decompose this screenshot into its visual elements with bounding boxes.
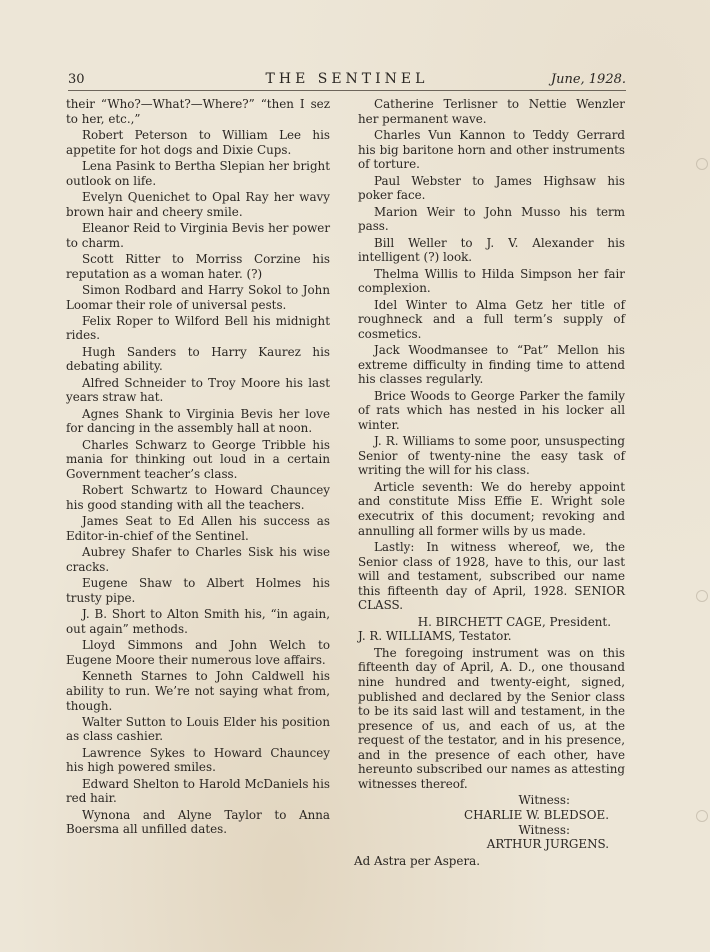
page-edge-mark xyxy=(696,590,708,602)
paragraph: their “Who?—What?—Where?” “then I sez to her, etc.,” xyxy=(66,97,330,126)
paragraph: Walter Sutton to Louis Elder his position as class cashier. xyxy=(66,714,330,744)
paragraph: Lena Pasink to Bertha Slepian her bright outlook on life. xyxy=(66,158,330,188)
paragraph: Robert Peterson to William Lee his appetite for hot dogs and Dixie Cups. xyxy=(66,127,330,157)
left-column xyxy=(66,97,330,839)
paragraph: Marion Weir to John Musso his term pass. xyxy=(358,204,625,234)
paragraph: Aubrey Shafer to Charles Sisk his wise cracks. xyxy=(66,545,330,574)
testator-signature: J. R. WILLIAMS, Testator. xyxy=(358,629,512,644)
paragraph: Jack Woodmansee to “Pat” Mellon his extreme difficulty in finding time to attend his classes regularly. xyxy=(358,343,625,387)
paragraph: Hugh Sanders to Harry Kaurez his debating ability. xyxy=(66,344,330,374)
witness-label: Witness: xyxy=(518,793,570,808)
paragraph: Idel Winter to Alma Getz her title of roughneck and a full term’s supply of cosmetics. xyxy=(358,297,625,341)
paragraph: Thelma Willis to Hilda Simpson her fair complexion. xyxy=(358,266,625,296)
paragraph: Wynona and Alyne Taylor to Anna Boersma all unfilled dates. xyxy=(66,807,330,837)
paragraph: Bill Weller to J. V. Alexander his intelligent (?) look. xyxy=(358,235,625,265)
witness-name: CHARLIE W. BLEDSOE. xyxy=(464,808,609,823)
paragraph: Article seventh: We do hereby appoint and constitute Miss Effie E. Wright sole executrix of this document; revoking and annulling all former wills by us made. xyxy=(358,479,625,538)
paragraph: J. R. Williams to some poor, unsuspecting Senior of twenty-nine the easy task of writing the will for his class. xyxy=(358,434,625,478)
paragraph: Paul Webster to James Highsaw his poker face. xyxy=(358,173,625,203)
paragraph: Brice Woods to George Parker the family of rats which has nested in his locker all winter. xyxy=(358,388,625,432)
paragraph: Alfred Schneider to Troy Moore his last years straw hat. xyxy=(66,375,330,405)
publication-title: THE SENTINEL xyxy=(265,71,429,87)
page-header xyxy=(68,70,626,91)
paragraph: Lawrence Sykes to Howard Chauncey his high powered smiles. xyxy=(66,745,330,775)
paragraph: Lloyd Simmons and John Welch to Eugene Moore their numerous love affairs. xyxy=(66,638,330,667)
paragraph: Kenneth Starnes to John Caldwell his ability to run. We’re not saying what from, though. xyxy=(66,669,330,713)
page-edge-mark xyxy=(696,810,708,822)
witness-name: ARTHUR JURGENS. xyxy=(486,837,609,852)
paragraph: Felix Roper to Wilford Bell his midnight rides. xyxy=(66,313,330,343)
class-motto: Ad Astra per Aspera. xyxy=(354,853,481,868)
paragraph: Charles Schwarz to George Tribble his mania for thinking out loud in a certain Government teacher’s class. xyxy=(66,437,330,482)
paragraph: Evelyn Quenichet to Opal Ray her wavy brown hair and cheery smile. xyxy=(66,189,330,219)
issue-date: June, 1928. xyxy=(550,72,626,87)
paragraph: Charles Vun Kannon to Teddy Gerrard his big baritone horn and other instruments of torture. xyxy=(358,127,625,172)
paragraph: Eleanor Reid to Virginia Bevis her power to charm. xyxy=(66,220,330,250)
paragraph: James Seat to Ed Allen his success as Editor-in-chief of the Sentinel. xyxy=(66,514,330,543)
paragraph: Robert Schwartz to Howard Chauncey his good standing with all the teachers. xyxy=(66,483,330,512)
paragraph: Catherine Terlisner to Nettie Wenzler her permanent wave. xyxy=(358,97,625,126)
page-number: 30 xyxy=(68,72,85,87)
page-edge-mark xyxy=(696,158,708,170)
paragraph: J. B. Short to Alton Smith his, “in again, out again” methods. xyxy=(66,607,330,636)
witness-label: Witness: xyxy=(518,822,570,837)
paragraph: Eugene Shaw to Albert Holmes his trusty pipe. xyxy=(66,576,330,605)
paragraph: Agnes Shank to Virginia Bevis her love for dancing in the assembly hall at noon. xyxy=(66,406,330,436)
paragraph: Simon Rodbard and Harry Sokol to John Loomar their role of universal pests. xyxy=(66,282,330,312)
paragraph: Scott Ritter to Morriss Corzine his reputation as a woman hater. (?) xyxy=(66,251,330,281)
paragraph: Edward Shelton to Harold McDaniels his red hair. xyxy=(66,776,330,806)
paragraph: Lastly: In witness whereof, we, the Senior class of 1928, have to this, our last will and testament, subscribed our name this fifteenth day of April, 1928. SENIOR CLASS. xyxy=(358,539,625,613)
right-column xyxy=(354,97,625,870)
attestation-clause: The foregoing instrument was on this fifteenth day of April, A. D., one thousand nine hundred and twenty-eight, signed, published and declared by the Senior class to be its said last will and testament, in the presence of us, and each of us, at the request of the testator, and in his presence, and in the presence of each other, have hereunto subscribed our names as attesting witnesses thereof. xyxy=(358,645,625,792)
president-signature: H. BIRCHETT CAGE, President. xyxy=(417,614,611,629)
